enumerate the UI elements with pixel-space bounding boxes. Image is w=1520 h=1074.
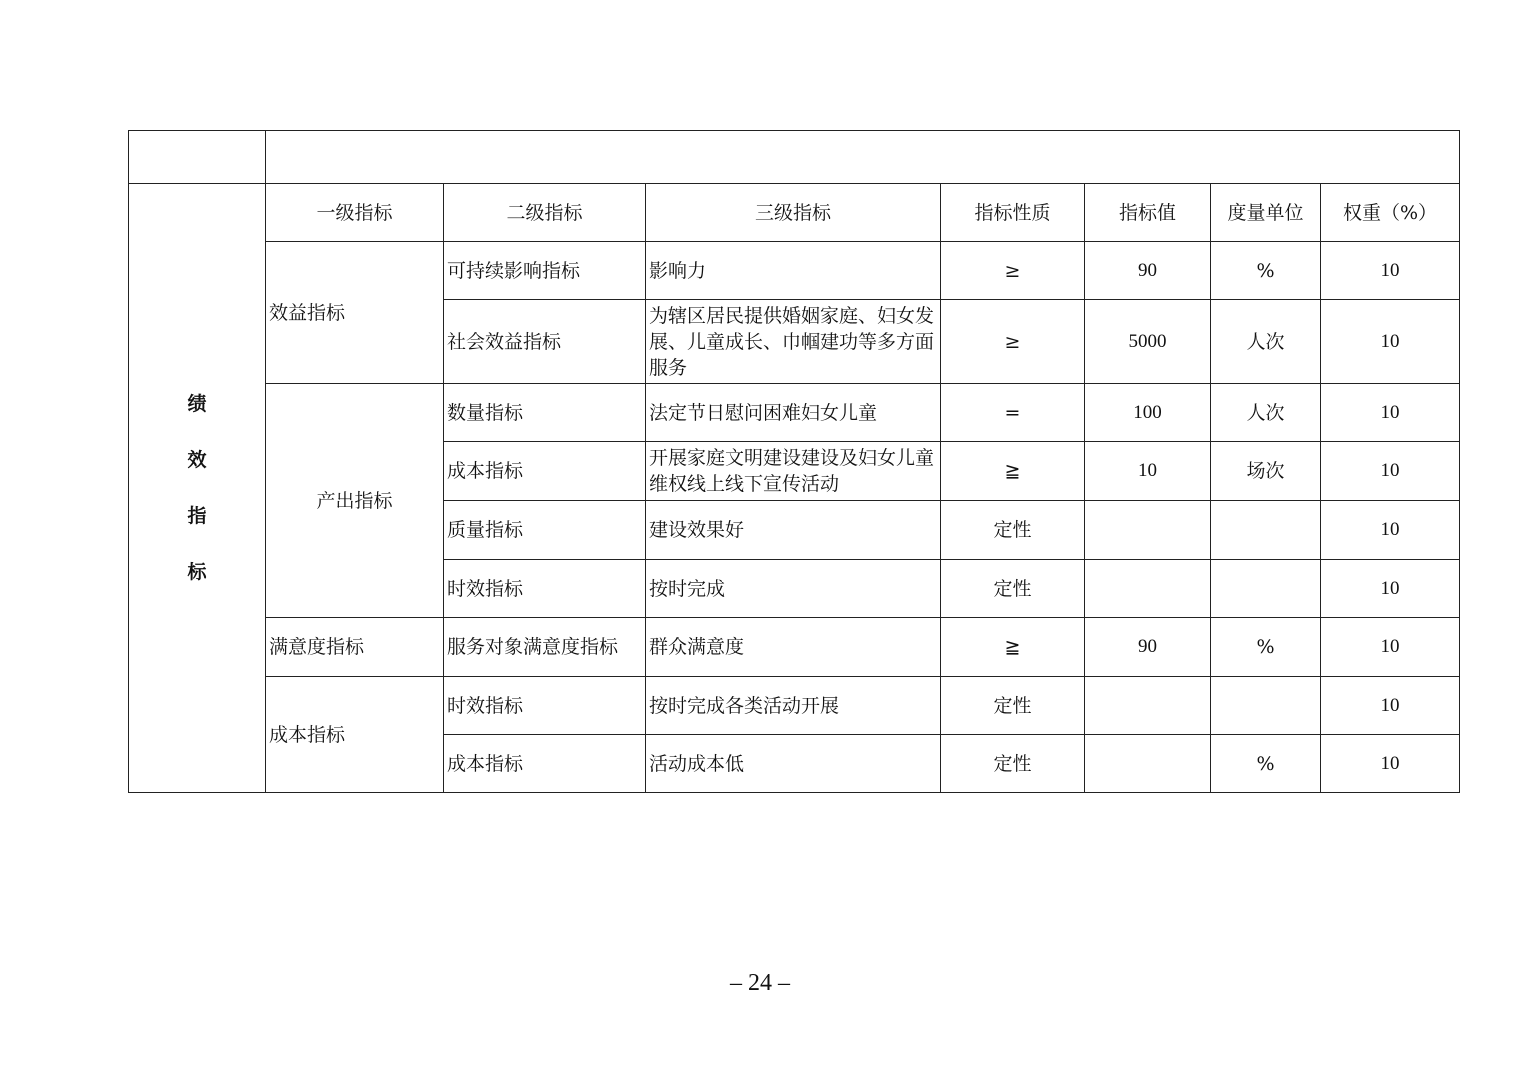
weight-cell: 10 (1321, 242, 1460, 300)
weight-cell: 10 (1321, 560, 1460, 618)
page-number: – 24 – (730, 970, 790, 996)
level2-cell: 可持续影响指标 (444, 242, 646, 300)
blank-top-right-cell (266, 131, 1460, 184)
side-label-char: 效 (187, 449, 207, 471)
nature-cell: 定性 (941, 677, 1085, 735)
level3-cell: 按时完成各类活动开展 (646, 677, 941, 735)
nature-cell: ≧ (941, 442, 1085, 501)
level3-cell: 建设效果好 (646, 501, 941, 560)
value-cell: 90 (1085, 618, 1211, 677)
header-weight: 权重（%） (1321, 184, 1460, 242)
level3-cell: 开展家庭文明建设建设及妇女儿童维权线上线下宣传活动 (646, 442, 941, 501)
side-label-char: 标 (187, 561, 207, 583)
level2-cell: 社会效益指标 (444, 300, 646, 384)
weight-cell: 10 (1321, 300, 1460, 384)
unit-cell: 场次 (1211, 442, 1321, 501)
side-label-char: 绩 (187, 393, 207, 415)
level3-cell: 群众满意度 (646, 618, 941, 677)
weight-cell: 10 (1321, 677, 1460, 735)
header-nature: 指标性质 (941, 184, 1085, 242)
nature-cell: ≥ (941, 242, 1085, 300)
group-benefit: 效益指标 (266, 242, 444, 384)
table-row (129, 384, 1460, 442)
performance-indicator-table (128, 130, 1460, 793)
level3-cell: 影响力 (646, 242, 941, 300)
blank-top-left-cell (129, 131, 266, 184)
nature-cell: = (941, 384, 1085, 442)
blank-top-row (129, 131, 1460, 184)
unit-cell: % (1211, 618, 1321, 677)
header-level1: 一级指标 (266, 184, 444, 242)
level2-cell: 数量指标 (444, 384, 646, 442)
header-value: 指标值 (1085, 184, 1211, 242)
level2-cell: 成本指标 (444, 735, 646, 793)
value-cell: 100 (1085, 384, 1211, 442)
header-row (129, 184, 1460, 242)
value-cell (1085, 735, 1211, 793)
nature-cell: 定性 (941, 560, 1085, 618)
weight-cell: 10 (1321, 384, 1460, 442)
level2-cell: 时效指标 (444, 560, 646, 618)
weight-cell: 10 (1321, 735, 1460, 793)
level3-cell: 按时完成 (646, 560, 941, 618)
weight-cell: 10 (1321, 442, 1460, 501)
unit-cell: % (1211, 242, 1321, 300)
level3-cell: 活动成本低 (646, 735, 941, 793)
header-level3: 三级指标 (646, 184, 941, 242)
value-cell (1085, 560, 1211, 618)
level2-cell: 成本指标 (444, 442, 646, 501)
unit-cell (1211, 501, 1321, 560)
side-label-cell (129, 184, 266, 793)
value-cell: 5000 (1085, 300, 1211, 384)
value-cell: 10 (1085, 442, 1211, 501)
table-row (129, 677, 1460, 735)
weight-cell: 10 (1321, 501, 1460, 560)
header-level2: 二级指标 (444, 184, 646, 242)
level2-cell: 时效指标 (444, 677, 646, 735)
value-cell (1085, 677, 1211, 735)
unit-cell (1211, 677, 1321, 735)
level2-cell: 质量指标 (444, 501, 646, 560)
table-row (129, 618, 1460, 677)
table-row (129, 242, 1460, 300)
group-output: 产出指标 (266, 384, 444, 618)
value-cell: 90 (1085, 242, 1211, 300)
unit-cell (1211, 560, 1321, 618)
level3-cell: 为辖区居民提供婚姻家庭、妇女发展、儿童成长、巾帼建功等多方面服务 (646, 300, 941, 384)
side-label-char: 指 (187, 505, 207, 527)
group-satisfaction: 满意度指标 (266, 618, 444, 677)
nature-cell: ≥ (941, 300, 1085, 384)
unit-cell: % (1211, 735, 1321, 793)
nature-cell: ≧ (941, 618, 1085, 677)
unit-cell: 人次 (1211, 300, 1321, 384)
group-cost: 成本指标 (266, 677, 444, 793)
nature-cell: 定性 (941, 735, 1085, 793)
level3-cell: 法定节日慰问困难妇女儿童 (646, 384, 941, 442)
nature-cell: 定性 (941, 501, 1085, 560)
unit-cell: 人次 (1211, 384, 1321, 442)
value-cell (1085, 501, 1211, 560)
header-unit: 度量单位 (1211, 184, 1321, 242)
level2-cell: 服务对象满意度指标 (444, 618, 646, 677)
weight-cell: 10 (1321, 618, 1460, 677)
